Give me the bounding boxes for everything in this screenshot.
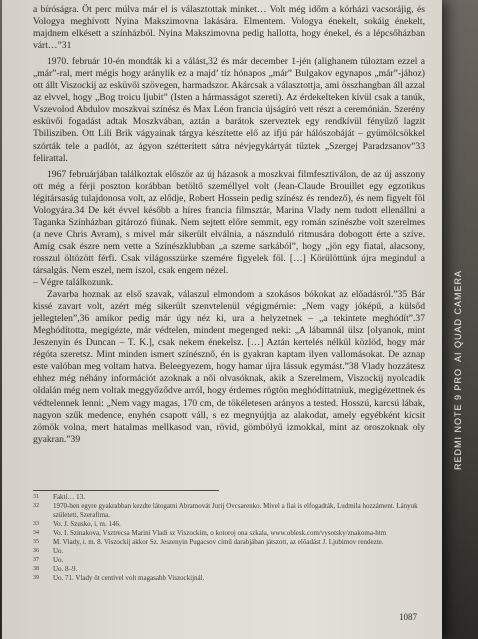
footnote-text: Uo. 8–9. bbox=[53, 565, 78, 573]
footnote-divider bbox=[33, 490, 219, 491]
watermark-model: REDMI NOTE 9 PRO bbox=[453, 367, 463, 470]
footnote bbox=[33, 565, 425, 574]
footnote bbox=[33, 556, 425, 565]
footnote bbox=[33, 547, 425, 556]
paragraph: 1970. február 10-én mondták ki a válást,32 és már december 1-jén (alighanem túloztam ezzel a „már”-ral, mert mégis hogy aránylik ez a majd’ tíz hónapos „már” Bulgakov egynapos „már”-jához) ott állt Viszockij az esküvői szövegen, harmadszor. Akárcsak a választottja, ami összhangban áll azzal az elvvel, hogy „Bog troicu ljubit” (Isten a hármasságot szereti). Az érdekelteken kívül csak a tanúk, Vszevolod Abdulov moszkvai színész és Max Léon francia újságíró vett részt a ceremónián. Szerény esküvői fogadást adtak Moszkvában, aztán a barátok szerveztek egy rendkívül fényűző lagzit Tbilisziben. Ott Lili Brik vágyainak tárgya készítette elő az ifjú pár hálószobáját – gyümölcsökkel szórták tele a padlót, az ágyon szétterített sátra névjegykártyát tűztek „Szergej Paradzsanov”33 felirattal. bbox=[33, 56, 425, 164]
footnote bbox=[33, 538, 425, 547]
footnote-text: M. Vlady, i. m. 8. Viszockij akkor Sz. Jeszenyin Pugacsov című darabjában játszott, az előadást J. Ljubimov rendezte. bbox=[53, 538, 384, 546]
footnote-text: Uo. 71. Vlady öt centivel volt magasabb Viszockijnál. bbox=[53, 574, 205, 582]
footnote-number: 37 bbox=[33, 557, 39, 563]
footnotes bbox=[33, 493, 425, 583]
footnote-text: 1970-ben egyre gyakrabban kezdte látogatni Abramovát Jurij Ovcsarenko. Mivel a fiai is elfogadták, Ludmila hozzáment. Lányuk született, Szerafima. bbox=[53, 502, 418, 519]
footnote-number: 35 bbox=[33, 539, 39, 545]
paragraph: Zavarba hoznak az első szavak, válaszul elmondom a szokásos bókokat az előadásról.”35 Bár kissé zavart volt, azért még sikerült szenvtelenül végigmérnie: „Nem vagy jóképű, a külsőd jellegtelen”,36 amikor pedig már úgy néz ki, ura a helyzetnek – „a tekintete meghódít”.37 Meghódította, megigézte, már védtelen, mindent megenged neki: „A lábamnál ülsz [olyanok, mint Jeszenyin és Duncan – T. K.], csak nekem énekelsz. […] Aztán kertelés nélkül közlöd, hogy már régóta szeretsz. Mint minden ismert színésznő, én is gyakran kaptam ilyen vallomásokat. De aznap este valóban meg voltam hatva. Beleegyezem, hogy hamar újra lássuk egymást.”38 Vlady hozzátesz ehhez még néhány információt azoknak a női olvasóknak, akik a Szerelmem, Viszockij nyolcadik oldalán még nem voltak meggyőződve arról, hogy érdemes rögtön meghódíttatniuk, megigézettnek és védtelennek lenni: „Nem vagy magas, 170 cm, de tökéletesen arányos a tested. Hosszú, karcsú lábak, nagyon szűk medence, enyhén csapott váll, s ez megnyújtja az alakodat, amely egyébként kicsit zömök volna, mert hatalmas mellkasod van, rövid, gömbölyű izmokkal, mint az oroszoknak oly gyakran.”39 bbox=[33, 289, 425, 445]
footnote-text: Uo. bbox=[53, 556, 64, 564]
footnote-number: 31 bbox=[33, 494, 39, 500]
footnote-number: 36 bbox=[33, 548, 39, 554]
dialogue-line: – Végre találkozunk. bbox=[33, 277, 114, 289]
camera-watermark bbox=[453, 270, 463, 470]
book-page bbox=[2, 0, 442, 639]
footnote-text: Vo. I. Szinakova, Vsztrecsa Marini Vladi sz Viszockim, o kotoroj ona szkala, www.oblesk.com/vysotsky/znakoma-htm bbox=[53, 529, 387, 537]
footnote-number: 33 bbox=[33, 521, 39, 527]
watermark-camera: AI QUAD CAMERA bbox=[453, 269, 463, 362]
footnote bbox=[33, 520, 425, 529]
footnote bbox=[33, 502, 425, 520]
footnote-text: Vo. J. Szusko, i. m. 146. bbox=[53, 520, 121, 528]
footnote bbox=[33, 574, 425, 583]
footnote-number: 34 bbox=[33, 530, 39, 536]
footnote-number: 39 bbox=[33, 575, 39, 581]
footnote bbox=[33, 529, 425, 538]
footnote-text: Fakti… 13. bbox=[53, 493, 85, 501]
footnote-text: Uo. bbox=[53, 547, 64, 555]
footnote bbox=[33, 493, 425, 502]
page-number: 1087 bbox=[399, 612, 417, 622]
paragraph: 1967 februárjában találkoztak először az új házasok a moszkvai filmfesztiválon, de az új asszony ott még a férji poszton korábban betöltő személlyel volt (Jean-Claude Brouillet egy egzotikus légitársaság tulajdonosa volt, az elődje, Robert Hossein pedig színész és rendező), és nem figyelt föl Vologyára.34 De két évvel később a híres francia filmsztár, Marina Vlady nem tudott ellenállni a Taganka Színházban gitározó fiúnak. Nem sejtett előre semmit, egy román színészbe volt szerelmes (a neve Chris Avram), s mivel már sikerült elválnia, a násznduló ritmusára dobogott érte a szíve. Amíg csak észre nem vette a Színészklubban „a szeme sarkából”, hogy „jön egy fiatal, alacsony, rosszul öltözött férfi. Csak világosszürke szemére figyelek föl. […] Körülöttünk újra megindul a társalgás. Nem eszel, nem iszol, csak engem nézel. bbox=[33, 168, 425, 276]
footnote-number: 32 bbox=[33, 503, 39, 509]
paragraph: a bíróságra. Öt perc múlva már el is választottak minket… Volt még időm a kórházi vacsorájig, és Vologya meghívott Nyina Makszimovna lakására. Elmentem. Vologya énekelt, sokáig énekelt, majdnem elkésett a színházból. Nyina Makszimovna pedig hallotta, hogy énekel, és a lépcsőházban várt…”31 bbox=[33, 4, 425, 52]
footnote-number: 38 bbox=[33, 566, 39, 572]
main-text bbox=[33, 4, 425, 450]
